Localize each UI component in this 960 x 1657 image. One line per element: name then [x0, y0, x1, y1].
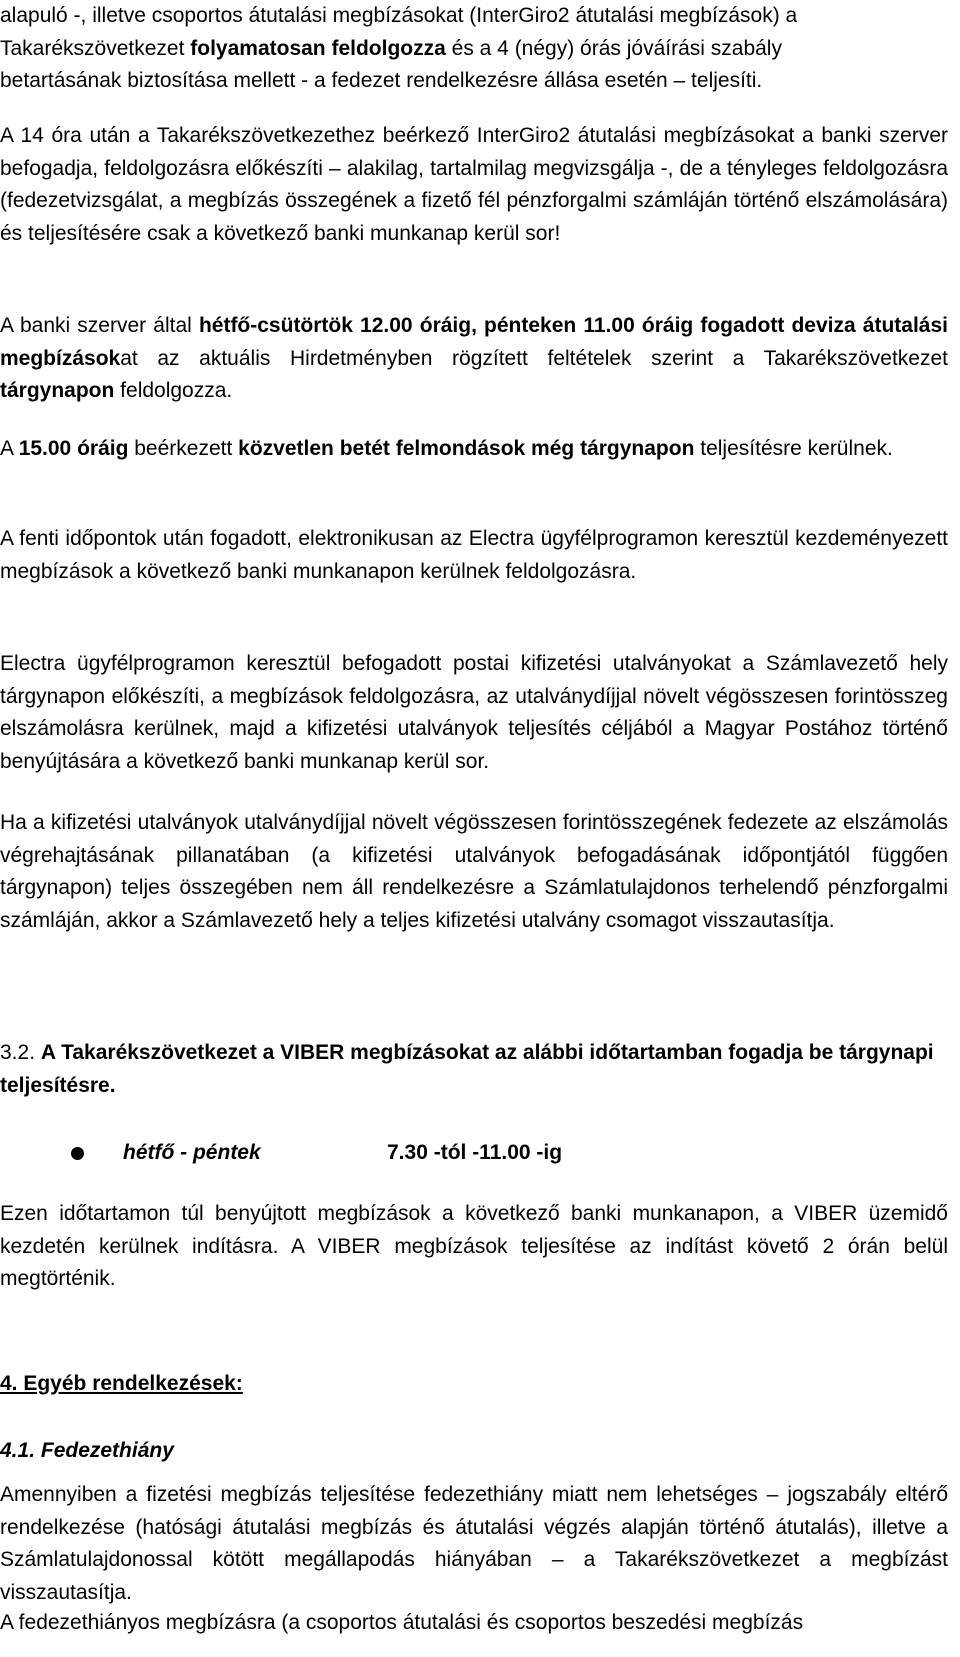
betet-bold-2: közvetlen betét felmondások még tárgynapon [238, 437, 695, 460]
intro-paragraph [0, 0, 948, 98]
intergiro-paragraph: A 14 óra után a Takarékszövetkezethez beérkező InterGiro2 átutalási megbízásokat a banki szerver befogadja, feldolgozásra előkészíti – alakilag, tartalmilag megvizsgálja -, de a tényleges feldolgozásra (fedezetvizsgálat, a megbízás összegének a fizető fél pénzforgalmi számláján történő elszámolására) és teljesítésére csak a következő banki munkanap kerül sor! [0, 124, 948, 245]
viber-paragraph: Ezen időtartamon túl benyújtott megbízások a következő banki munkanapon, a VIBER üzemidő kezdetén kerülnek indításra. A VIBER megbízások teljesítése az indítást követő 2 órán belül megtörténik. [0, 1202, 948, 1290]
viber-hours-list-item [0, 1137, 948, 1169]
deviza-paragraph [0, 310, 948, 408]
deviza-bold-1: hétfő-csütörtök 12.00 óráig, pénteken 11.00 óráig fogadott deviza átutalási megbízások [0, 314, 948, 370]
section-4-heading: 4. Egyéb rendelkezések: [0, 1372, 243, 1395]
fedezethianyos-paragraph: A fedezethiányos megbízásra (a csoportos átutalási és csoportos beszedési megbízás [0, 1611, 804, 1634]
fedezet-paragraph: Ha a kifizetési utalványok utalványdíjjal növelt végösszesen forintösszegének fedezete az elszámolás végrehajtásának pillanatában (a kifizetési utalványok befogadásának időpontjától függően tárgynapon) teljes összegében nem áll rendelkezésre a Számlatulajdonos terhelendő pénzforgalmi számláján, akkor a Számlavezető hely a teljes kifizetési utalvány csomagot visszautasítja. [0, 811, 948, 932]
betet-text-3: teljesítésre kerülnek. [694, 437, 893, 460]
section-3-2-number: 3.2. [0, 1041, 41, 1064]
betet-text-2: beérkezett [128, 437, 239, 460]
deviza-bold-2: tárgynapon [0, 379, 115, 402]
intro-line-1: alapuló -, illetve csoportos átutalási megbízásokat (InterGiro2 átutalási megbízások) a [0, 4, 798, 27]
bullet-icon [71, 1147, 84, 1160]
intro-line-2c: és a 4 (négy) órás jóváírási szabály [445, 36, 782, 60]
section-4-1-heading: 4.1. Fedezethiány [0, 1439, 174, 1462]
deviza-text-2: at az aktuális Hirdetményben rögzített feltételek szerint a Takarékszövetkezet [120, 346, 948, 370]
intro-line-3: betartásának biztosítása mellett - a fedezet rendelkezésre állása esetén – teljesíti. [0, 69, 763, 92]
intro-line-2a: Takarékszövetkezet [0, 36, 191, 60]
viber-days: hétfő - péntek [123, 1141, 261, 1164]
viber-time: 7.30 -tól -11.00 -ig [387, 1141, 563, 1164]
fedezethiany-paragraph: Amennyiben a fizetési megbízás teljesítése fedezethiány miatt nem lehetséges – jogszabály eltérő rendelkezése (hatósági átutalási megbízás és átutalási végzés alapján történő átutalás), illetve a Számlatulajdonossal kötött megállapodás hiányában – a Takarékszövetkezet a megbízást visszautasítja. [0, 1483, 948, 1604]
section-3-2-heading [0, 1037, 948, 1102]
deviza-text-3: feldolgozza. [114, 379, 233, 402]
betet-bold-1: 15.00 óráig [18, 437, 129, 460]
intro-line-2-bold: folyamatosan feldolgozza [190, 36, 446, 60]
betet-paragraph [0, 433, 948, 466]
betet-text-1: A [0, 437, 19, 460]
postai-paragraph: Electra ügyfélprogramon keresztül befogadott postai kifizetési utalványokat a Számlavezető hely tárgynapon előkészíti, a megbízások feldolgozásra, az utalványdíjjal növelt végösszesen forintösszeg elszámolásra kerülnek, majd a kifizetési utalványok teljesítés céljából a Magyar Postához történő benyújtására a következő banki munkanap kerül sor. [0, 652, 948, 773]
section-3-2-title: A Takarékszövetkezet a VIBER megbízásokat az alábbi időtartamban fogadja be tárgynapi teljesítésre. [0, 1041, 934, 1097]
deviza-text-1: A banki szerver által [0, 314, 199, 337]
electra-paragraph: A fenti időpontok után fogadott, elektronikusan az Electra ügyfélprogramon keresztül kezdeményezett megbízások a következő banki munkanapon kerülnek feldolgozásra. [0, 527, 948, 583]
